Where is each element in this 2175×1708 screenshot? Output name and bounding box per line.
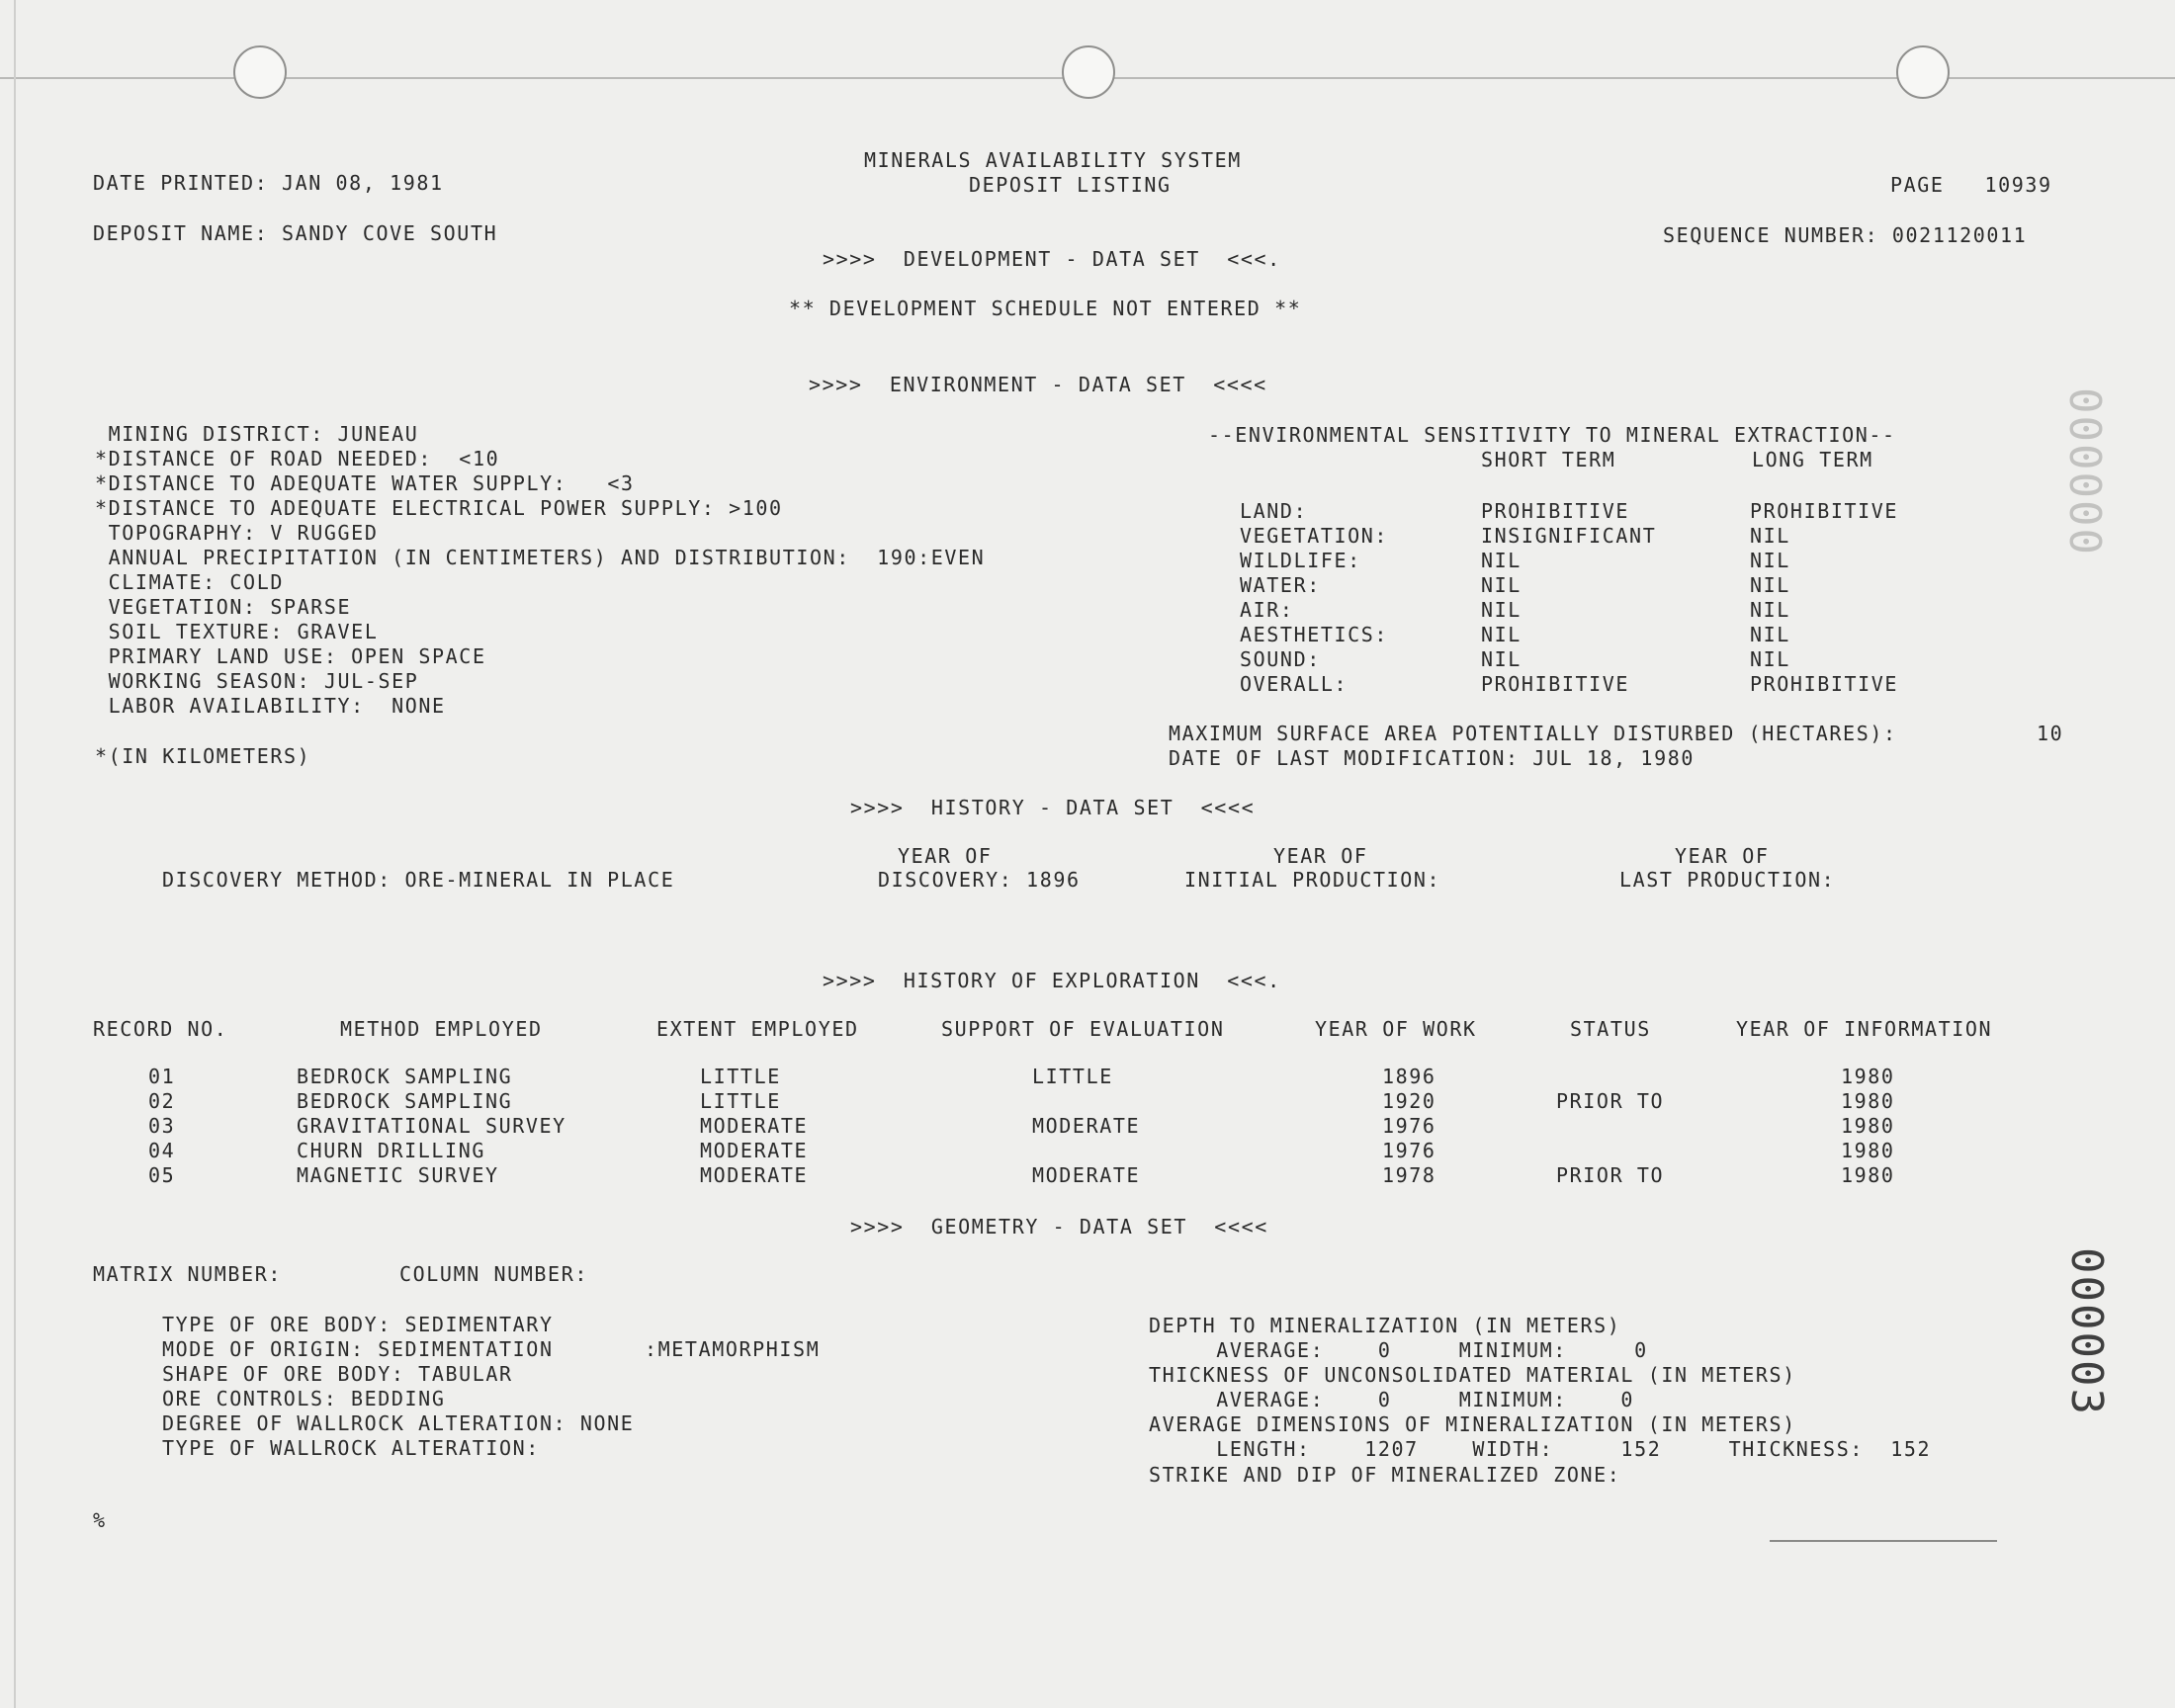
- sensitivity-short: NIL: [1481, 647, 1522, 671]
- footer-mark: %: [93, 1508, 107, 1532]
- table-cell-year: 1976: [1382, 1114, 1436, 1138]
- geometry-ore-body-type: TYPE OF ORE BODY: SEDIMENTARY: [162, 1313, 554, 1336]
- column-header: YEAR OF WORK: [1315, 1017, 1477, 1041]
- sensitivity-long: NIL: [1750, 647, 1790, 671]
- sensitivity-short: PROHIBITIVE: [1481, 672, 1630, 696]
- column-header: STATUS: [1570, 1017, 1651, 1041]
- geometry-depth-label: DEPTH TO MINERALIZATION (IN METERS): [1149, 1314, 1621, 1337]
- sensitivity-factor: OVERALL:: [1240, 672, 1348, 696]
- paper-left-edge: [14, 0, 16, 1708]
- binder-hole-icon: [1896, 45, 1950, 99]
- table-cell-method: BEDROCK SAMPLING: [297, 1089, 513, 1113]
- sensitivity-factor: VEGETATION:: [1240, 524, 1389, 548]
- last-modification: DATE OF LAST MODIFICATION: JUL 18, 1980: [1169, 746, 1695, 770]
- table-cell-status: PRIOR TO: [1556, 1163, 1665, 1187]
- development-note: ** DEVELOPMENT SCHEDULE NOT ENTERED **: [789, 297, 1302, 320]
- sensitivity-short: NIL: [1481, 573, 1522, 597]
- page-stamp: 000003: [2061, 1247, 2112, 1416]
- table-cell-year: 1976: [1382, 1139, 1436, 1162]
- deposit-name: DEPOSIT NAME: SANDY COVE SOUTH: [93, 221, 498, 245]
- table-cell-info-year: 1980: [1841, 1089, 1895, 1113]
- column-header: SUPPORT OF EVALUATION: [941, 1017, 1225, 1041]
- table-cell-extent: MODERATE: [700, 1139, 809, 1162]
- listing-title: DEPOSIT LISTING: [969, 173, 1172, 197]
- long-term-header: LONG TERM: [1752, 448, 1873, 471]
- env-water-distance: *DISTANCE TO ADEQUATE WATER SUPPLY: <3: [95, 471, 635, 495]
- env-vegetation: VEGETATION: SPARSE: [95, 595, 352, 619]
- year-of-discovery-label: YEAR OF: [898, 844, 993, 868]
- exploration-section-title: >>>> HISTORY OF EXPLORATION <<<.: [823, 969, 1281, 992]
- table-cell-record-no: 04: [148, 1139, 176, 1162]
- table-cell-info-year: 1980: [1841, 1065, 1895, 1088]
- discovery-method: DISCOVERY METHOD: ORE-MINERAL IN PLACE: [162, 868, 675, 892]
- column-number: COLUMN NUMBER:: [399, 1262, 588, 1286]
- env-labor-availability: LABOR AVAILABILITY: NONE: [95, 694, 446, 718]
- table-cell-extent: MODERATE: [700, 1163, 809, 1187]
- date-printed: DATE PRINTED: JAN 08, 1981: [93, 171, 444, 195]
- page-stamp-faint: 000000: [2059, 387, 2110, 556]
- environment-section-title: >>>> ENVIRONMENT - DATA SET <<<<: [809, 373, 1267, 396]
- table-cell-extent: LITTLE: [700, 1089, 781, 1113]
- env-topography: TOPOGRAPHY: V RUGGED: [95, 521, 379, 545]
- table-cell-info-year: 1980: [1841, 1114, 1895, 1138]
- page-number: PAGE 10939: [1890, 173, 2052, 197]
- table-cell-year: 1896: [1382, 1065, 1436, 1088]
- system-title: MINERALS AVAILABILITY SYSTEM: [864, 148, 1242, 172]
- sensitivity-long: NIL: [1750, 573, 1790, 597]
- initial-production: INITIAL PRODUCTION:: [1184, 868, 1441, 892]
- env-footnote: *(IN KILOMETERS): [95, 744, 311, 768]
- geometry-thickness-label: THICKNESS OF UNCONSOLIDATED MATERIAL (IN METERS): [1149, 1363, 1796, 1387]
- sensitivity-factor: WILDLIFE:: [1240, 549, 1361, 572]
- sensitivity-factor: AIR:: [1240, 598, 1294, 622]
- column-header: METHOD EMPLOYED: [340, 1017, 543, 1041]
- env-working-season: WORKING SEASON: JUL-SEP: [95, 669, 419, 693]
- geometry-dimensions-label: AVERAGE DIMENSIONS OF MINERALIZATION (IN METERS): [1149, 1412, 1796, 1436]
- discovery-year: DISCOVERY: 1896: [878, 868, 1081, 892]
- geometry-thickness-values: AVERAGE: 0 MINIMUM: 0: [1149, 1388, 1635, 1411]
- sensitivity-long: NIL: [1750, 549, 1790, 572]
- column-header: EXTENT EMPLOYED: [656, 1017, 859, 1041]
- history-section-title: >>>> HISTORY - DATA SET <<<<: [850, 796, 1256, 819]
- sensitivity-short: INSIGNIFICANT: [1481, 524, 1657, 548]
- table-cell-info-year: 1980: [1841, 1163, 1895, 1187]
- table-cell-year: 1978: [1382, 1163, 1436, 1187]
- last-production: LAST PRODUCTION:: [1619, 868, 1836, 892]
- sensitivity-long: NIL: [1750, 598, 1790, 622]
- table-cell-method: BEDROCK SAMPLING: [297, 1065, 513, 1088]
- table-cell-support: MODERATE: [1032, 1163, 1141, 1187]
- geometry-dimensions-values: LENGTH: 1207 WIDTH: 152 THICKNESS: 152: [1149, 1437, 1932, 1461]
- geometry-depth-values: AVERAGE: 0 MINIMUM: 0: [1149, 1338, 1648, 1362]
- sensitivity-short: NIL: [1481, 598, 1522, 622]
- table-cell-extent: LITTLE: [700, 1065, 781, 1088]
- sensitivity-title: --ENVIRONMENTAL SENSITIVITY TO MINERAL EXTRACTION--: [1208, 423, 1896, 447]
- development-section-title: >>>> DEVELOPMENT - DATA SET <<<.: [823, 247, 1281, 271]
- sensitivity-long: NIL: [1750, 524, 1790, 548]
- short-term-header: SHORT TERM: [1481, 448, 1616, 471]
- year-of-last-label: YEAR OF: [1675, 844, 1770, 868]
- binder-hole-icon: [233, 45, 287, 99]
- binder-hole-icon: [1062, 45, 1115, 99]
- scan-smudge: [1770, 1540, 1997, 1542]
- table-cell-status: PRIOR TO: [1556, 1089, 1665, 1113]
- sensitivity-factor: SOUND:: [1240, 647, 1321, 671]
- geometry-strike-dip: STRIKE AND DIP OF MINERALIZED ZONE:: [1149, 1463, 1621, 1487]
- env-precipitation: ANNUAL PRECIPITATION (IN CENTIMETERS) AND DISTRIBUTION: 190:EVEN: [95, 546, 986, 569]
- table-cell-support: LITTLE: [1032, 1065, 1113, 1088]
- table-cell-info-year: 1980: [1841, 1139, 1895, 1162]
- geometry-origin-extra: :METAMORPHISM: [645, 1337, 821, 1361]
- table-cell-record-no: 01: [148, 1065, 176, 1088]
- table-cell-method: GRAVITATIONAL SURVEY: [297, 1114, 566, 1138]
- table-cell-year: 1920: [1382, 1089, 1436, 1113]
- max-area-value: 10: [2037, 722, 2064, 745]
- sensitivity-factor: WATER:: [1240, 573, 1321, 597]
- sensitivity-short: PROHIBITIVE: [1481, 499, 1630, 523]
- table-cell-record-no: 03: [148, 1114, 176, 1138]
- column-header: RECORD NO.: [93, 1017, 228, 1041]
- geometry-wallrock-type: TYPE OF WALLROCK ALTERATION:: [162, 1436, 540, 1460]
- sensitivity-long: NIL: [1750, 623, 1790, 646]
- sensitivity-short: NIL: [1481, 549, 1522, 572]
- geometry-section-title: >>>> GEOMETRY - DATA SET <<<<: [850, 1215, 1268, 1238]
- sequence-number: SEQUENCE NUMBER: 0021120011: [1663, 223, 2028, 247]
- table-cell-method: MAGNETIC SURVEY: [297, 1163, 499, 1187]
- env-road-distance: *DISTANCE OF ROAD NEEDED: <10: [95, 447, 500, 470]
- geometry-ore-body-shape: SHAPE OF ORE BODY: TABULAR: [162, 1362, 513, 1386]
- max-area-label: MAXIMUM SURFACE AREA POTENTIALLY DISTURBED (HECTARES):: [1169, 722, 1897, 745]
- sensitivity-long: PROHIBITIVE: [1750, 672, 1899, 696]
- table-cell-extent: MODERATE: [700, 1114, 809, 1138]
- column-header: YEAR OF INFORMATION: [1736, 1017, 1993, 1041]
- table-cell-support: MODERATE: [1032, 1114, 1141, 1138]
- table-cell-record-no: 05: [148, 1163, 176, 1187]
- geometry-ore-controls: ORE CONTROLS: BEDDING: [162, 1387, 446, 1410]
- matrix-number: MATRIX NUMBER:: [93, 1262, 282, 1286]
- geometry-wallrock-degree: DEGREE OF WALLROCK ALTERATION: NONE: [162, 1411, 635, 1435]
- sensitivity-long: PROHIBITIVE: [1750, 499, 1899, 523]
- table-cell-record-no: 02: [148, 1089, 176, 1113]
- env-land-use: PRIMARY LAND USE: OPEN SPACE: [95, 644, 486, 668]
- sensitivity-factor: AESTHETICS:: [1240, 623, 1389, 646]
- env-soil-texture: SOIL TEXTURE: GRAVEL: [95, 620, 379, 643]
- table-cell-method: CHURN DRILLING: [297, 1139, 485, 1162]
- year-of-initial-label: YEAR OF: [1273, 844, 1368, 868]
- sensitivity-short: NIL: [1481, 623, 1522, 646]
- sensitivity-factor: LAND:: [1240, 499, 1308, 523]
- env-climate: CLIMATE: COLD: [95, 570, 284, 594]
- env-mining-district: MINING DISTRICT: JUNEAU: [95, 422, 419, 446]
- geometry-mode-of-origin: MODE OF ORIGIN: SEDIMENTATION: [162, 1337, 554, 1361]
- env-power-distance: *DISTANCE TO ADEQUATE ELECTRICAL POWER SUPPLY: >100: [95, 496, 783, 520]
